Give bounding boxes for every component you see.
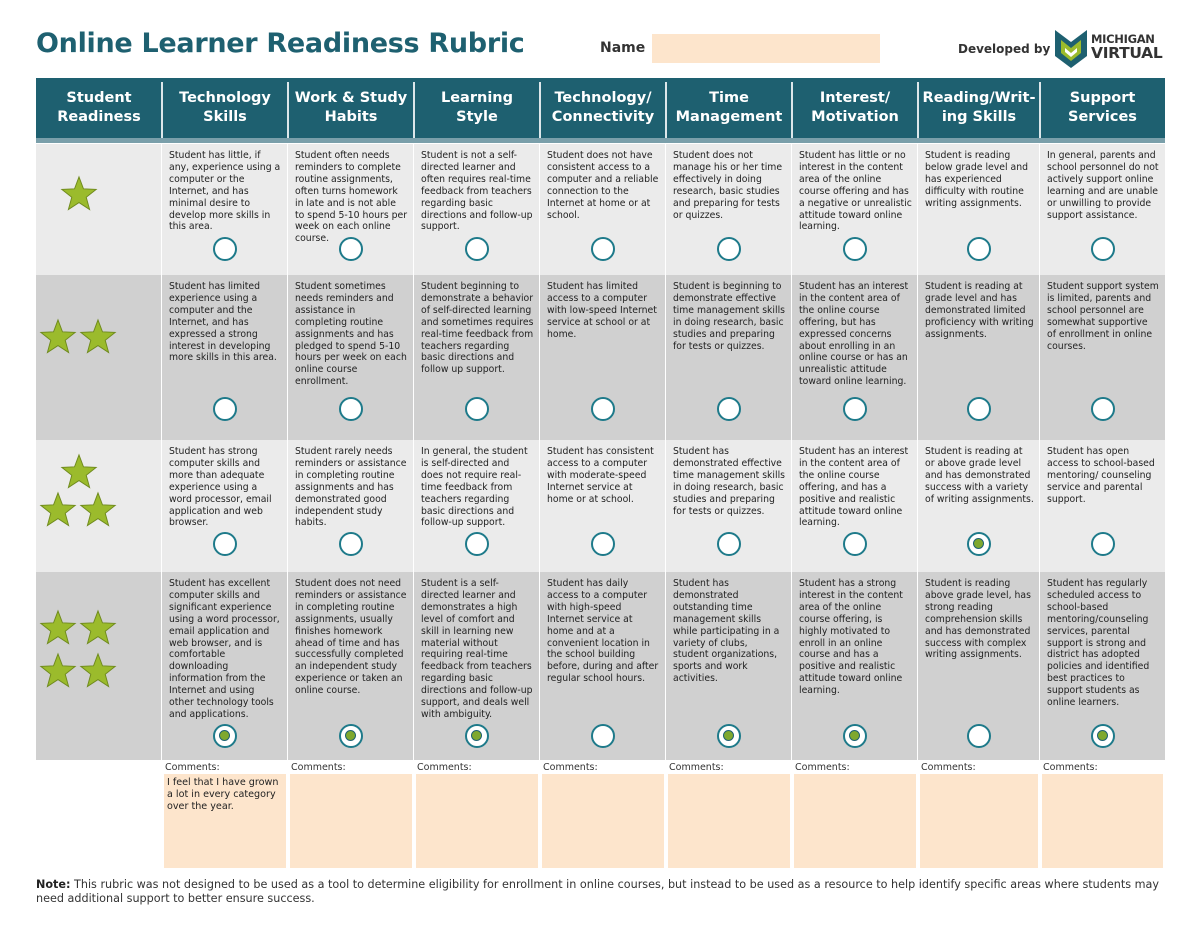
selected-radio-button[interactable] — [717, 724, 741, 748]
column-divider — [791, 572, 792, 760]
rubric-cell — [414, 275, 540, 440]
radio-button[interactable] — [843, 532, 867, 556]
rubric-cell-text: Student is beginning to demonstrate effective time management skills in doing research, basic studies and preparing for tests or quizzes. — [673, 281, 786, 352]
rubric-row — [36, 440, 1165, 572]
radio-button[interactable] — [591, 397, 615, 421]
star-rating — [36, 144, 161, 275]
rubric-row — [36, 572, 1165, 760]
comments-box[interactable] — [920, 774, 1038, 868]
rubric-cell — [666, 572, 792, 760]
name-field[interactable] — [652, 34, 880, 63]
rubric-cell-text: Student rarely needs reminders or assistance in completing routine assignments and has demonstrated good independent study habits. — [295, 446, 407, 529]
column-divider — [161, 572, 162, 760]
star-icon — [79, 652, 117, 690]
radio-button[interactable] — [465, 237, 489, 261]
header-divider — [161, 82, 163, 138]
rubric-cell — [918, 440, 1040, 572]
star-icon — [79, 609, 117, 647]
rubric-cell-text: Student has consistent access to a computer with moderate-speed Internet service at home or at school. — [547, 446, 654, 505]
comments-box[interactable] — [542, 774, 664, 868]
header-divider — [665, 82, 667, 138]
column-divider — [1039, 144, 1040, 275]
comments-box[interactable] — [164, 774, 286, 868]
rubric-cell — [288, 572, 414, 760]
rubric-cell-text: Student does not need reminders or assistance in completing routine assignments, usually finishes homework ahead of time and has successfully completed an independent study experience or taken an online course. — [295, 578, 407, 697]
column-divider — [665, 144, 666, 275]
rubric-table — [36, 78, 1165, 758]
selected-radio-button[interactable] — [843, 724, 867, 748]
rubric-cell — [540, 440, 666, 572]
column-divider — [917, 275, 918, 440]
rubric-cell — [792, 144, 918, 275]
rubric-cell — [918, 144, 1040, 275]
column-divider — [413, 572, 414, 760]
column-header: Technology Skills — [179, 90, 271, 125]
rubric-cell-text: Student is not a self-directed learner and often requires real-time feedback from teachers regarding basic directions and follow-up support. — [421, 150, 533, 233]
comments-label: Comments: — [921, 762, 976, 773]
rubric-cell — [666, 275, 792, 440]
column-divider — [1039, 440, 1040, 572]
column-divider — [917, 144, 918, 275]
rubric-cell — [918, 572, 1040, 760]
rubric-row — [36, 144, 1165, 275]
column-divider — [413, 440, 414, 572]
developed-by-label: Developed by — [958, 42, 1051, 56]
selected-radio-button[interactable] — [465, 724, 489, 748]
rubric-cell-text: Student has little, if any, experience using a computer or the Internet, and has minimal desire to develop more skills in this area. — [169, 150, 281, 233]
comments-label: Comments: — [795, 762, 850, 773]
radio-button[interactable] — [339, 237, 363, 261]
rubric-cell — [162, 572, 288, 760]
column-divider — [791, 144, 792, 275]
column-divider — [665, 572, 666, 760]
radio-button[interactable] — [339, 532, 363, 556]
comments-box[interactable] — [416, 774, 538, 868]
column-divider — [917, 572, 918, 760]
comments-text: I feel that I have grown a lot in every category over the year. — [167, 777, 279, 813]
comments-label: Comments: — [165, 762, 220, 773]
radio-button[interactable] — [213, 237, 237, 261]
logo-line2: VIRTUAL — [1091, 44, 1163, 62]
column-divider — [665, 275, 666, 440]
radio-button[interactable] — [717, 237, 741, 261]
column-divider — [539, 440, 540, 572]
comments-label: Comments: — [1043, 762, 1098, 773]
radio-button[interactable] — [1091, 532, 1115, 556]
column-divider — [665, 440, 666, 572]
rubric-cell — [1040, 572, 1165, 760]
header-divider — [539, 82, 541, 138]
rubric-cell-text: Student has an interest in the content area of the online course offering, and has a positive and realistic attitude toward online learning. — [799, 446, 909, 529]
comments-label: Comments: — [291, 762, 346, 773]
rubric-cell-text: Student is a self-directed learner and demonstrates a high level of comfort and skill in learning new material without requiring real-time feedback from teachers regarding basic directions and follow-up support, and deals well with ambiguity. — [421, 578, 533, 720]
header-divider — [791, 82, 793, 138]
star-icon — [39, 318, 77, 356]
radio-button[interactable] — [213, 532, 237, 556]
rubric-cell — [1040, 144, 1165, 275]
radio-button[interactable] — [967, 237, 991, 261]
rubric-cell — [162, 275, 288, 440]
rubric-cell-text: Student is reading at or above grade level and has demonstrated success with a variety of writing assignments. — [925, 446, 1034, 505]
rubric-cell — [540, 275, 666, 440]
column-divider — [539, 572, 540, 760]
radio-button[interactable] — [465, 532, 489, 556]
radio-button[interactable] — [1091, 397, 1115, 421]
page-title: Online Learner Readiness Rubric — [36, 28, 525, 59]
rubric-cell — [540, 144, 666, 275]
column-divider — [287, 144, 288, 275]
rubric-cell — [414, 440, 540, 572]
selected-radio-button[interactable] — [967, 532, 991, 556]
radio-button[interactable] — [843, 397, 867, 421]
selected-radio-button[interactable] — [339, 724, 363, 748]
rubric-cell — [414, 144, 540, 275]
name-label: Name — [600, 40, 646, 56]
column-header: Time Management — [675, 90, 783, 125]
radio-button[interactable] — [967, 724, 991, 748]
rubric-cell — [666, 144, 792, 275]
rubric-cell — [288, 144, 414, 275]
rubric-cell-text: Student has limited experience using a computer and the Internet, and has expressed a strong interest in developing more skills in this area. — [169, 281, 277, 364]
comments-box[interactable] — [1042, 774, 1163, 868]
radio-button[interactable] — [213, 397, 237, 421]
rubric-cell — [162, 144, 288, 275]
column-divider — [539, 275, 540, 440]
star-icon — [79, 491, 117, 529]
rubric-cell-text: Student is reading below grade level and has experienced difficulty with routine writing assignments. — [925, 150, 1029, 209]
rubric-cell-text: Student has excellent computer skills and significant experience using a word processor, email application and web browser, and is comfortable downloading information from the Internet and using other technology tools and applications. — [169, 578, 280, 720]
rubric-cell-text: In general, parents and school personnel do not actively support online learning and are unable or unwilling to provide support assistance. — [1047, 150, 1159, 221]
rubric-cell-text: Student support system is limited, parents and school personnel are somewhat supportive of enrollment in online courses. — [1047, 281, 1159, 352]
comments-box[interactable] — [794, 774, 916, 868]
radio-button[interactable] — [967, 397, 991, 421]
rubric-cell-text: Student has limited access to a computer with low-speed Internet service at school or at home. — [547, 281, 657, 340]
rubric-cell-text: Student has demonstrated effective time management skills in doing research, basic studies and preparing for tests or quizzes. — [673, 446, 786, 517]
star-icon — [60, 175, 98, 213]
column-divider — [413, 144, 414, 275]
radio-button[interactable] — [717, 397, 741, 421]
rubric-cell-text: Student has daily access to a computer with high-speed Internet service at home and at a convenient location in the school building before, during and after regular school hours. — [547, 578, 659, 685]
radio-button[interactable] — [591, 724, 615, 748]
selected-radio-button[interactable] — [1091, 724, 1115, 748]
rubric-cell-text: Student sometimes needs reminders and assistance in completing routine assignments and has pledged to spend 5-10 hours per week on each online course enrollment. — [295, 281, 407, 388]
radio-button[interactable] — [465, 397, 489, 421]
rubric-cell — [1040, 275, 1165, 440]
comments-label: Comments: — [417, 762, 472, 773]
rubric-cell-text: Student has regularly scheduled access to school-based mentoring/counseling services, parental support is strong and district has adopted policies and identified best practices to support students as online learners. — [1047, 578, 1150, 709]
note-text: This rubric was not designed to be used as a tool to determine eligibility for enrollment in online courses, but instead to be used as a resource to help identify specific areas where students may need additional support to better ensure success. — [36, 878, 1159, 905]
rubric-cell — [162, 440, 288, 572]
column-header: Learning Style — [440, 90, 513, 125]
logo-line1: MICHIGAN — [1091, 32, 1155, 46]
footnote — [36, 878, 1166, 905]
rubric-cell-text: Student has little or no interest in the content area of the online course offering and has a negative or unrealistic attitude toward online learning. — [799, 150, 912, 233]
rubric-cell-text: Student has strong computer skills and more than adequate experience using a word processor, email application and web browser. — [169, 446, 272, 529]
column-divider — [791, 275, 792, 440]
rubric-cell-text: Student has an interest in the content area of the online course offering, but has expressed concerns about enrolling in an online course or has an unrealistic attitude toward online learning. — [799, 281, 909, 388]
column-divider — [161, 275, 162, 440]
rubric-cell-text: Student has demonstrated outstanding time management skills while participating in a variety of clubs, student organizations, sports and work activities. — [673, 578, 780, 685]
radio-button[interactable] — [1091, 237, 1115, 261]
michigan-virtual-logo — [1053, 26, 1163, 70]
column-header: Student Readiness — [57, 90, 141, 125]
rubric-cell-text: Student has open access to school-based mentoring/ counseling service and parental support. — [1047, 446, 1155, 505]
radio-button[interactable] — [843, 237, 867, 261]
rubric-cell — [288, 440, 414, 572]
column-divider — [1039, 275, 1040, 440]
rubric-cell-text: Student beginning to demonstrate a behavior of self-directed learning and sometimes requires real-time feedback from teachers regarding basic directions and follow up support. — [421, 281, 534, 376]
column-divider — [287, 275, 288, 440]
column-header: Interest/ Motivation — [811, 90, 899, 125]
rubric-row — [36, 275, 1165, 440]
column-divider — [161, 440, 162, 572]
comments-box[interactable] — [290, 774, 412, 868]
note-label: Note: — [36, 878, 71, 891]
column-header: Reading/Writ-ing Skills — [922, 90, 1036, 125]
selected-radio-button[interactable] — [213, 724, 237, 748]
column-header: Work & Study Habits — [294, 90, 408, 125]
star-icon — [39, 491, 77, 529]
rubric-cell — [792, 572, 918, 760]
comments-box[interactable] — [668, 774, 790, 868]
column-divider — [161, 144, 162, 275]
rubric-cell — [540, 572, 666, 760]
column-divider — [791, 440, 792, 572]
rubric-cell — [918, 275, 1040, 440]
column-header: Technology/ Connectivity — [551, 90, 655, 125]
star-icon — [39, 652, 77, 690]
star-icon — [39, 609, 77, 647]
header-divider — [287, 82, 289, 138]
column-divider — [1039, 572, 1040, 760]
comments-label: Comments: — [543, 762, 598, 773]
header-divider — [413, 82, 415, 138]
header-divider — [917, 82, 919, 138]
rubric-cell — [792, 440, 918, 572]
comments-label: Comments: — [669, 762, 724, 773]
rubric-cell-text: Student is reading at grade level and has demonstrated limited proficiency with writing assignments. — [925, 281, 1034, 340]
rubric-cell-text: Student often needs reminders to complete routine assignments, often turns homework in late and is not able to spend 5-10 hours per week on each online course. — [295, 150, 408, 245]
rubric-header — [36, 78, 1165, 143]
rubric-cell-text: In general, the student is self-directed and does not require real-time feedback from teachers regarding basic directions and follow-up support. — [421, 446, 528, 529]
rubric-cell-text: Student is reading above grade level, has strong reading comprehension skills and has demonstrated success with complex writing assignments. — [925, 578, 1031, 661]
radio-button[interactable] — [591, 237, 615, 261]
rubric-cell — [792, 275, 918, 440]
column-divider — [917, 440, 918, 572]
logo-mark-icon — [1053, 26, 1089, 70]
radio-button[interactable] — [717, 532, 741, 556]
column-header: Support Services — [1068, 90, 1137, 125]
star-rating — [36, 275, 161, 440]
radio-button[interactable] — [591, 532, 615, 556]
star-rating — [36, 572, 161, 760]
column-divider — [413, 275, 414, 440]
column-divider — [539, 144, 540, 275]
star-icon — [79, 318, 117, 356]
rubric-cell — [1040, 440, 1165, 572]
rubric-cell — [666, 440, 792, 572]
column-divider — [287, 572, 288, 760]
star-icon — [60, 453, 98, 491]
column-divider — [287, 440, 288, 572]
rubric-cell-text: Student does not have consistent access to a computer and a reliable connection to the Internet at home or at school. — [547, 150, 659, 221]
radio-button[interactable] — [339, 397, 363, 421]
header-divider — [1039, 82, 1041, 138]
star-rating — [36, 440, 161, 572]
rubric-cell-text: Student does not manage his or her time effectively in doing research, basic studies and preparing for tests or quizzes. — [673, 150, 783, 221]
rubric-cell-text: Student has a strong interest in the content area of the online course offering, is highly motivated to enroll in an online course and has a positive and realistic attitude toward online learning. — [799, 578, 903, 697]
rubric-cell — [288, 275, 414, 440]
rubric-cell — [414, 572, 540, 760]
